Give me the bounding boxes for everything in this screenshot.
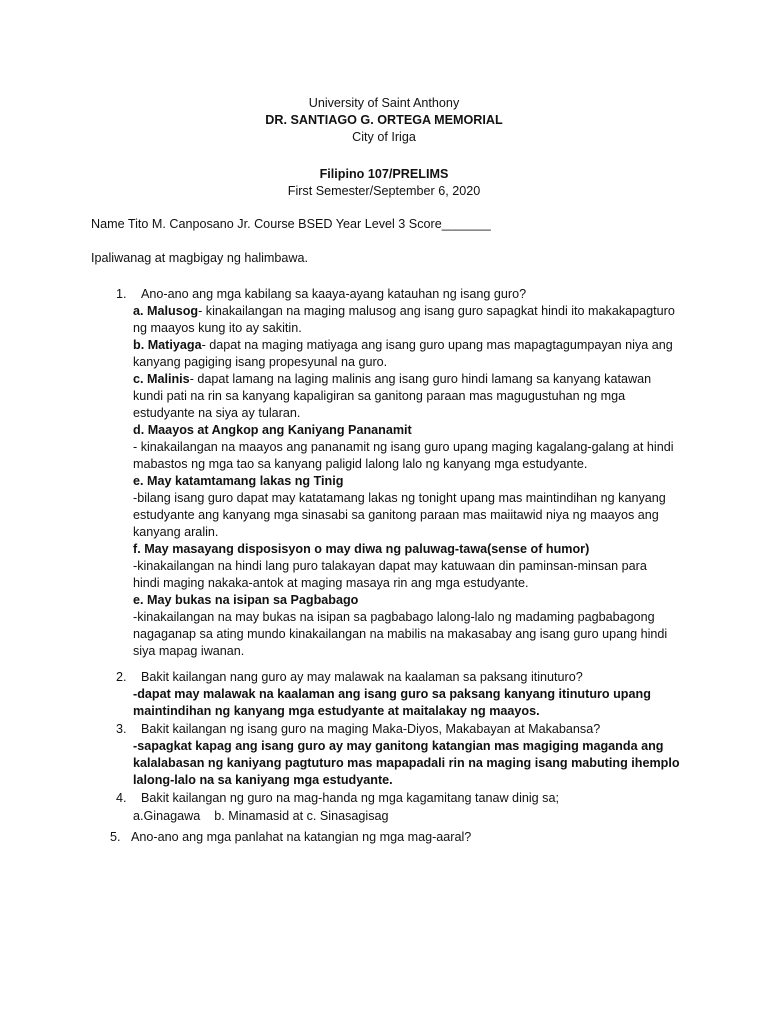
answer-line: hindi maging nakaka-antok at maging masaya rin ang mga estudyante. — [133, 576, 529, 590]
document-header — [0, 95, 768, 200]
university-name: University of Saint Anthony — [308, 96, 460, 110]
answer-line: estudyante na siya ay tularan. — [133, 406, 301, 420]
memorial-name: DR. SANTIAGO G. ORTEGA MEMORIAL — [265, 113, 503, 127]
answer-line: kundi pati na rin sa kanyang kapaligiran sa ganitong paraan mas magugustuhan ng mga — [133, 389, 626, 403]
answer-line: a. Malusog- kinakailangan na maging malusog ang isang guro sapagkat hindi ito makakapagturo — [133, 304, 675, 318]
answer-line: b. Matiyaga- dapat na maging matiyaga ang isang guro upang mas mapagtagumpayan niya ang — [133, 338, 673, 352]
answer-line: -sapagkat kapag ang isang guro ay may ganitong katangian mas magiging maganda ang — [133, 739, 664, 753]
answer-3 — [133, 738, 693, 789]
answer-line: nagaganap sa ating mundo kinakailangan na mabilis na makasabay ang isang guro upang hindi — [133, 627, 668, 641]
answer-line: f. May masayang disposisyon o may diwa ng paluwag-tawa(sense of humor) — [133, 542, 590, 556]
semester-date: First Semester/September 6, 2020 — [287, 184, 481, 198]
answer-line: -kinakailangan na hindi lang puro talakayan dapat may katuwaan din paminsan-minsan para — [133, 559, 647, 573]
question-5 — [110, 829, 471, 846]
question-4-options: a.Ginagawa b. Minamasid at c. Sinasagisag — [133, 809, 389, 823]
question-number: 2. — [116, 670, 127, 684]
answer-line: kanyang aralin. — [133, 525, 219, 539]
answer-line: -bilang isang guro dapat may katatamang lakas ng tonight upang mas maintindihan ng kanyang — [133, 491, 666, 505]
answer-line: -kinakailangan na may bukas na isipan sa pagbabago lalong-lalo ng madaming pagbabagong — [133, 610, 655, 624]
answer-1 — [133, 303, 693, 660]
question-number: 3. — [116, 722, 127, 736]
instruction: Ipaliwanag at magbigay ng halimbawa. — [91, 251, 309, 265]
answer-line: ng maayos kung ito ay sakitin. — [133, 321, 302, 335]
course-code: Filipino 107/PRELIMS — [319, 167, 449, 181]
answer-line: kanyang pagiging isang propesyunal na guro. — [133, 355, 388, 369]
answer-line: - kinakailangan na maayos ang pananamit ng isang guro upang maging kagalang-galang at hindi — [133, 440, 674, 454]
city-name: City of Iriga — [352, 130, 416, 144]
answer-line: -dapat may malawak na kaalaman ang isang guro sa paksang kanyang itinuturo upang — [133, 687, 651, 701]
answer-line: c. Malinis- dapat lamang na laging malinis ang isang guro hindi lamang sa kanyang katawan — [133, 372, 652, 386]
answer-2 — [133, 686, 693, 720]
answer-line: e. May katamtamang lakas ng Tinig — [133, 474, 344, 488]
answer-line: lalong-lalo na sa kaniyang mga estudyante. — [133, 773, 393, 787]
answer-line: d. Maayos at Angkop ang Kaniyang Pananamit — [133, 423, 412, 437]
question-text: Bakit kailangan ng isang guro na maging Maka-Diyos, Makabayan at Makabansa? — [141, 722, 601, 736]
answer-line: kalalabasan ng kaniyang pagtuturo mas mapapadali rin na maging isang mabuting ihemplo — [133, 756, 680, 770]
question-text: Ano-ano ang mga kabilang sa kaaya-ayang katauhan ng isang guro? — [141, 287, 527, 301]
answer-line: siya mapag iwanan. — [133, 644, 245, 658]
question-text: Bakit kailangan ng guro na mag-handa ng mga kagamitang tanaw dinig sa; — [141, 791, 559, 805]
answer-line: maintindihan ng kanyang mga estudyante at maitalakay ng maayos. — [133, 704, 540, 718]
answer-line: estudyante ang kanyang mga sinasabi sa ganitong paraan mas maiitawid niya ng maayos ang — [133, 508, 659, 522]
answer-line: e. May bukas na isipan sa Pagbabago — [133, 593, 359, 607]
question-number: 5. — [110, 830, 121, 844]
student-info-line: Name Tito M. Canposano Jr. Course BSED Year Level 3 Score_______ — [91, 217, 491, 231]
question-text: Ano-ano ang mga panlahat na katangian ng mga mag-aaral? — [131, 830, 472, 844]
question-text: Bakit kailangan nang guro ay may malawak na kaalaman sa paksang itinuturo? — [141, 670, 583, 684]
question-number: 1. — [116, 287, 127, 301]
answer-line: mabastos ng mga tao sa kanyang paligid lalong lalo ng kanyang mga estudyante. — [133, 457, 588, 471]
question-number: 4. — [116, 791, 127, 805]
